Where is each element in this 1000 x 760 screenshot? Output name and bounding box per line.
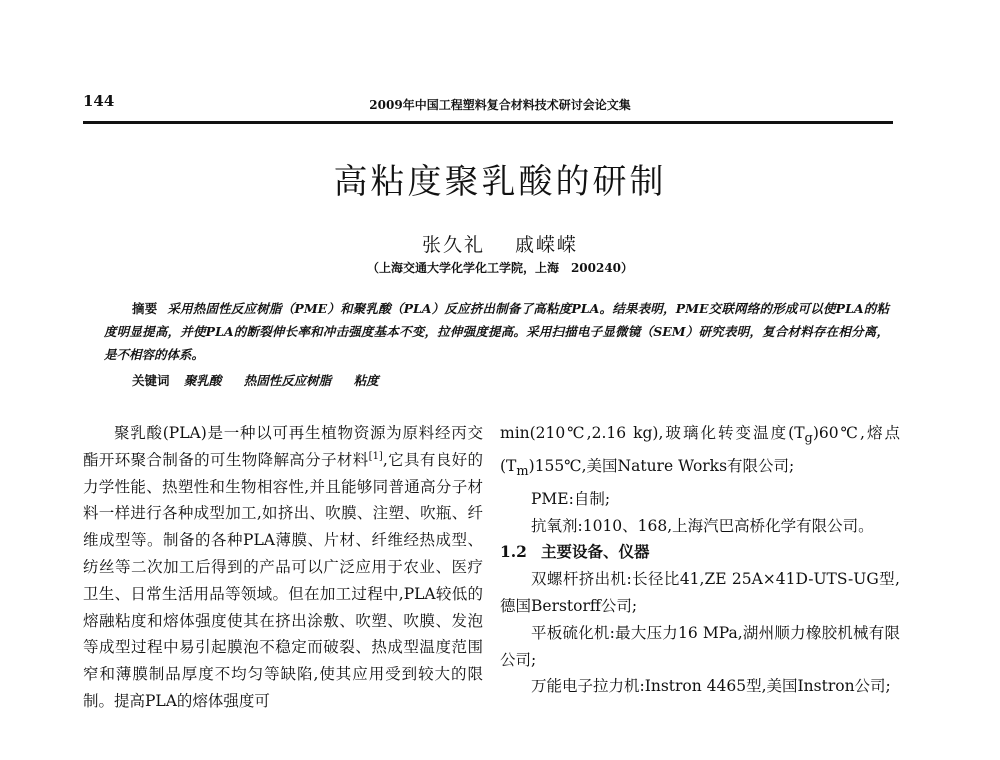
reference-mark[interactable]: [1]: [368, 450, 383, 462]
abstract-label: 摘要: [132, 301, 158, 316]
keywords: [132, 371, 872, 389]
material-pla-text: min(210℃,2.16 kg),玻璃化转变温度(T: [500, 424, 805, 442]
running-header: 2009年中国工程塑料复合材料技术研讨会论文集: [369, 98, 631, 112]
right-column: [500, 420, 900, 700]
material-pla-text-2: )60℃,熔点(T: [500, 424, 900, 475]
intro-text: 聚乳酸(PLA)是一种以可再生植物资源为原料经丙交酯开环聚合制备的可生物降解高分子材料: [83, 424, 483, 469]
author-list: [0, 230, 1000, 257]
section-heading: [500, 539, 900, 566]
left-column: [83, 420, 483, 715]
intro-text-continued: ,它具有良好的力学性能、热塑性和生物相容性,并且能够同普通高分子材料一样进行各种成型加工,如挤出、吹膜、注塑、吹瓶、纤维成型等。制备的各种PLA薄膜、片材、纤维经热成型、纺丝等二次加工后得到的产品可以广泛应用于农业、医疗卫生、日常生活用品等领域。但在加工过程中,PLA较低的熔融粘度和熔体强度使其在挤出涂敷、吹塑、吹膜、发泡等成型过程中易引起膜泡不稳定而破裂、热成型温度范围窄和薄膜制品厚度不均匀等缺陷,使其应用受到较大的限制。提高PLA的熔体强度可: [83, 450, 483, 710]
section-number: 1.2: [500, 542, 527, 562]
abstract: [104, 297, 889, 366]
page-number: 144: [83, 92, 115, 110]
keyword: 聚乳酸: [183, 373, 222, 388]
tm-subscript: m: [516, 463, 529, 479]
material-pme: PME:自制;: [531, 489, 611, 508]
keyword: 粘度: [353, 373, 379, 388]
abstract-text: 采用热固性反应树脂（PME）和聚乳酸（PLA）反应挤出制备了高粘度PLA。结果表明，PME交联网络的形成可以使PLA的粘度明显提高，并使PLA的断裂伸长率和冲击强度基本不变，拉伸强度提高。采用扫描电子显微镜（SEM）研究表明，复合材料存在相分离，是不相容的体系。: [104, 301, 889, 362]
author-name: 张久礼: [421, 234, 485, 256]
keyword: 热固性反应树脂: [243, 373, 332, 388]
author-name: 戚嵘嵘: [515, 234, 579, 256]
equipment-tensile: 万能电子拉力机:Instron 4465型,美国Instron公司;: [531, 677, 891, 696]
section-title: 主要设备、仪器: [540, 542, 650, 562]
equipment-press: 平板硫化机:最大压力16 MPa,湖州顺力橡胶机械有限公司;: [500, 623, 900, 669]
intro-paragraph: [83, 420, 483, 715]
affiliation: （上海交通大学化学化工学院，上海 200240）: [366, 261, 634, 275]
equipment-extruder: 双螺杆挤出机:长径比41,ZE 25A×41D-UTS-UG型,德国Berstorff公司;: [500, 570, 900, 615]
paper-title: 高粘度聚乳酸的研制: [333, 162, 667, 202]
keywords-label: 关键词: [132, 373, 170, 388]
tg-subscript: g: [804, 431, 813, 447]
header-rule: [83, 121, 893, 124]
material-antioxidant: 抗氧剂:1010、168,上海汽巴高桥化学有限公司。: [531, 516, 874, 535]
material-pla-text-3: )155℃,美国Nature Works有限公司;: [528, 456, 795, 475]
material-pla: [500, 420, 900, 486]
